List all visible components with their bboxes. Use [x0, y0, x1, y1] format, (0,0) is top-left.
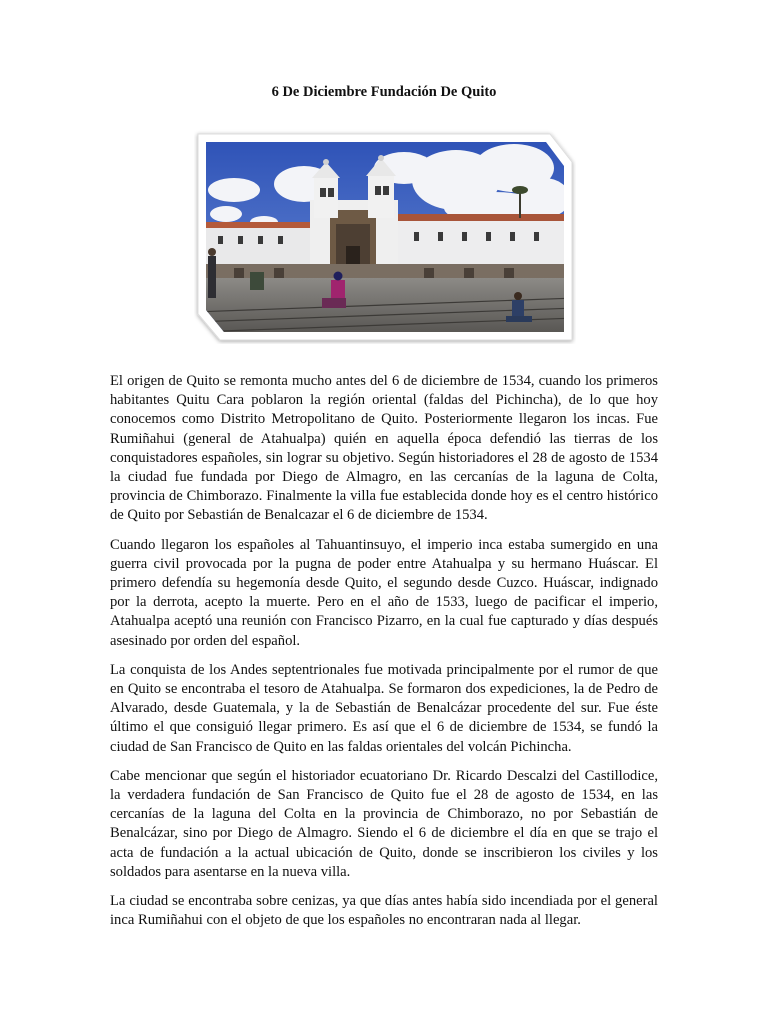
article-body — [110, 372, 658, 940]
church-plaza-photo — [194, 128, 576, 344]
paragraph: El origen de Quito se remonta mucho antes del 6 de diciembre de 1534, cuando los primeros habitantes Quitu Cara poblaron la región oriental (faldas del Pichincha), de lo que hoy conocemos como Distrito Metropolitano de Quito. Posteriormente llegaron los incas. Fue Rumiñahui (general de Atahualpa) quién en aquella época defendió las tierras de los conquistadores españoles, sin lograr su objetivo. Según historiadores el 28 de agosto de 1534 la ciudad fue fundada por Diego de Almagro, en las cercanías de la laguna de Colta, provincia de Chimborazo. Finalmente la villa fue establecida donde hoy es el centro histórico de Quito por Sebastián de Benalcazar el 6 de diciembre de 1534. — [110, 373, 658, 524]
paragraph: Cabe mencionar que según el historiador ecuatoriano Dr. Ricardo Descalzi del Castillodice, la verdadera fundación de San Francisco de Quito fue el 28 de agosto de 1534, en las cercanías de la laguna del Colta en la provincia de Chimborazo, no por Sebastián de Benalcázar, sino por Diego de Almagro. Siendo el 6 de diciembre el día en que se trajo el acta de fundación a la actual ubicación de Quito, donde se inscribieron los civiles y los soldados para asentarse en la nueva villa. — [110, 767, 658, 880]
paragraph: Cuando llegaron los españoles al Tahuantinsuyo, el imperio inca estaba sumergido en una guerra civil provocada por la pugna de poder entre Atahualpa y su hermano Huáscar. El primero defendía su hegemonía desde Quito, el segundo desde Cuzco. Huáscar, indignado por la derrota, acepto la muerte. Pero en el año de 1533, luego de pacificar el imperio, Atahualpa aceptó una reunión con Francisco Pizarro, en la cual fue capturado y días después asesinado por orden del español. — [110, 536, 658, 649]
paragraph: La conquista de los Andes septentrionales fue motivada principalmente por el rumor de que en Quito se encontraba el tesoro de Atahualpa. Se formaron dos expediciones, la de Pedro de Alvarado, desde Guatemala, y la de Sebastián de Benalcázar procedente del sur. Fue éste último el que consiguió llegar primero. Es así que el 6 de diciembre de 1534, se fundó la ciudad de San Francisco de Quito en las faldas orientales del volcán Pichincha. — [110, 661, 658, 755]
paragraph: La ciudad se encontraba sobre cenizas, ya que días antes había sido incendiada por el general inca Rumiñahui con el objeto de que los españoles no encontraran nada al llegar. — [110, 893, 658, 929]
document-title: 6 De Diciembre Fundación De Quito — [271, 84, 497, 100]
